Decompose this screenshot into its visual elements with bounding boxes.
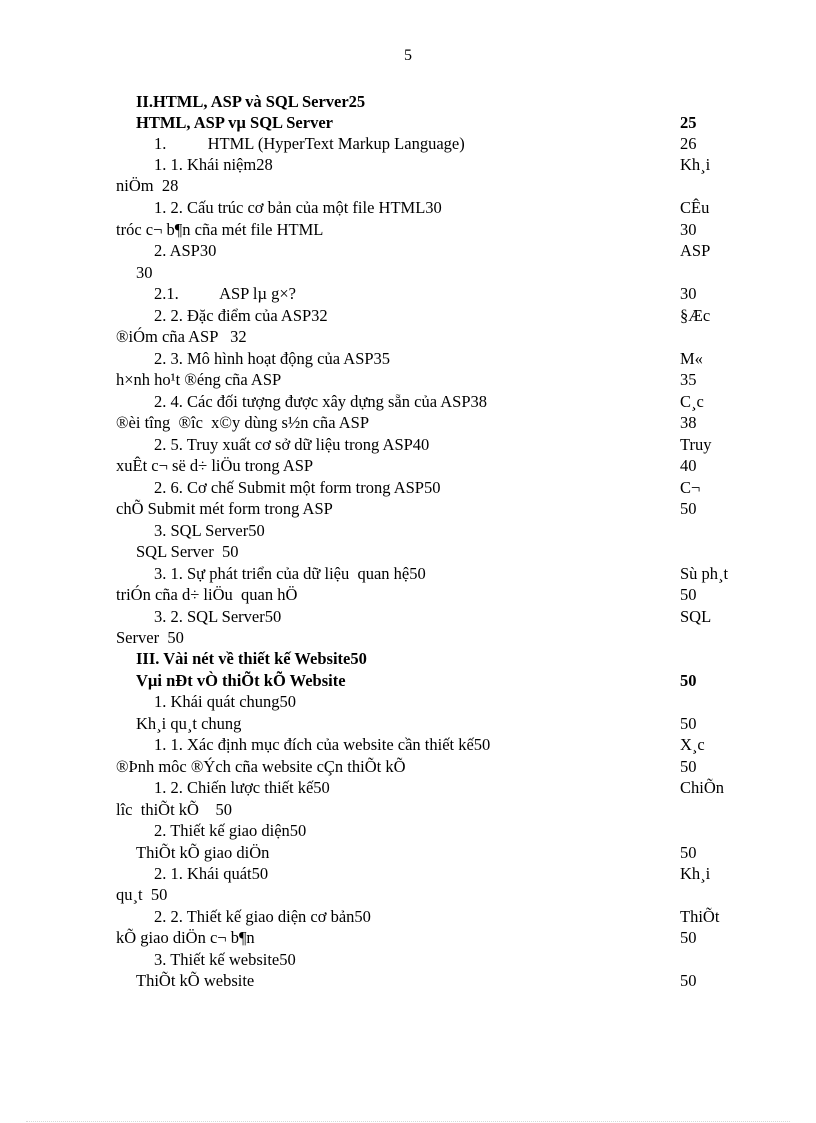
toc-line: ®èi tîng ®îc x©y dùng s½n cña ASP [116, 413, 370, 432]
toc-line: 1. 2. Chiến lược thiết kế50 [154, 778, 330, 797]
toc-line: ASP [680, 241, 711, 260]
toc-line: 38 [680, 413, 697, 432]
toc-line: Kh¸i [680, 155, 711, 174]
toc-line: 50 [680, 714, 697, 733]
toc-line: 50 [680, 671, 697, 690]
toc-line: §Æc [680, 306, 711, 325]
toc-line: Vµi nÐt vÒ thiÕt kÕ Website [136, 671, 346, 690]
toc-line: 50 [680, 928, 697, 947]
toc-line: triÓn cña d÷ liÖu quan hÖ [116, 585, 298, 604]
toc-line: C¬ [680, 478, 701, 497]
toc-line: HTML, ASP vµ SQL Server [136, 113, 333, 132]
toc-line: lîc thiÕt kÕ 50 [116, 800, 232, 819]
toc-line: 2. 4. Các đối tượng được xây dựng sẵn của ASP38 [154, 392, 487, 411]
toc-line: 3. 1. Sự phát triển của dữ liệu quan hệ50 [154, 564, 426, 583]
toc-line: 1. 1. Xác định mục đích của website cần thiết kế50 [154, 735, 491, 754]
toc-line: ThiÕt [680, 907, 720, 926]
toc-line: h×nh ho¹t ®éng cña ASP [116, 370, 282, 389]
toc-line: 1. Khái quát chung50 [154, 692, 297, 711]
toc-line: 35 [680, 370, 697, 389]
toc-line: II.HTML, ASP và SQL Server25 [136, 92, 366, 111]
toc-line: 50 [680, 499, 697, 518]
toc-line: tróc c¬ b¶n cña mét file HTML [116, 220, 324, 239]
toc-line: C¸c [680, 392, 704, 411]
toc-line: ThiÕt kÕ giao diÖn [136, 843, 270, 862]
toc-line: 2. 1. Khái quát50 [154, 864, 269, 883]
toc-line: Kh¸i [680, 864, 711, 883]
page-number: 5 [404, 47, 412, 64]
toc-line: 2. 5. Truy xuất cơ sở dữ liệu trong ASP40 [154, 435, 430, 454]
toc-line: 3. 2. SQL Server50 [154, 607, 282, 626]
toc-line: 2.1. ASP lµ g×? [154, 284, 296, 303]
toc-line: 50 [680, 971, 697, 990]
toc-line: 1. HTML (HyperText Markup Language) [154, 134, 465, 153]
toc-line: 1. 1. Khái niệm28 [154, 155, 273, 174]
toc-line: 2. 6. Cơ chế Submit một form trong ASP50 [154, 478, 441, 497]
toc-line: ®Þnh môc ®Ých cña website cÇn thiÕt kÕ [116, 757, 406, 776]
toc-line: xuÊt c¬ së d÷ liÖu trong ASP [116, 456, 314, 475]
toc-line: ThiÕt kÕ website [136, 971, 255, 990]
toc-line: Truy [680, 435, 712, 454]
toc-line: ChiÕn [680, 778, 725, 797]
toc-line: 30 [680, 284, 697, 303]
toc-line: Server 50 [116, 628, 184, 647]
toc-line: 25 [680, 113, 697, 132]
toc-line: kÕ giao diÖn c¬ b¶n [116, 928, 255, 947]
toc-line: X¸c [680, 735, 705, 754]
toc-line: niÖm 28 [116, 176, 179, 195]
toc-line: 50 [680, 585, 697, 604]
toc-line: CÊu [680, 198, 710, 217]
toc-line: 2. ASP30 [154, 241, 217, 260]
toc-line: 3. Thiết kế website50 [154, 950, 296, 969]
toc-line: qu¸t 50 [116, 885, 168, 904]
toc-line: Sù ph¸t [680, 564, 729, 583]
toc-line: SQL [680, 607, 712, 626]
toc-line: 40 [680, 456, 697, 475]
toc-line: SQL Server 50 [136, 542, 239, 561]
toc-line: 50 [680, 757, 697, 776]
toc-line: 2. 3. Mô hình hoạt động của ASP35 [154, 349, 391, 368]
page-bottom-divider [26, 1121, 790, 1122]
toc-line: 3. SQL Server50 [154, 521, 265, 540]
toc-line: M« [680, 349, 703, 368]
toc-line: 2. 2. Đặc điểm của ASP32 [154, 306, 328, 325]
toc-line: 30 [680, 220, 697, 239]
toc-line: III. Vài nét về thiết kế Website50 [136, 649, 367, 668]
toc-line: 2. 2. Thiết kế giao diện cơ bản50 [154, 907, 371, 926]
toc-line: 30 [136, 263, 153, 282]
toc-line: chÕ Submit mét form trong ASP [116, 499, 333, 518]
toc-line: Kh¸i qu¸t chung [136, 714, 242, 733]
toc-line: ®iÓm cña ASP 32 [116, 327, 247, 346]
toc-line: 2. Thiết kế giao diện50 [154, 821, 307, 840]
toc-line: 50 [680, 843, 697, 862]
toc-line: 1. 2. Cấu trúc cơ bản của một file HTML30 [154, 198, 442, 217]
toc-line: 26 [680, 134, 697, 153]
